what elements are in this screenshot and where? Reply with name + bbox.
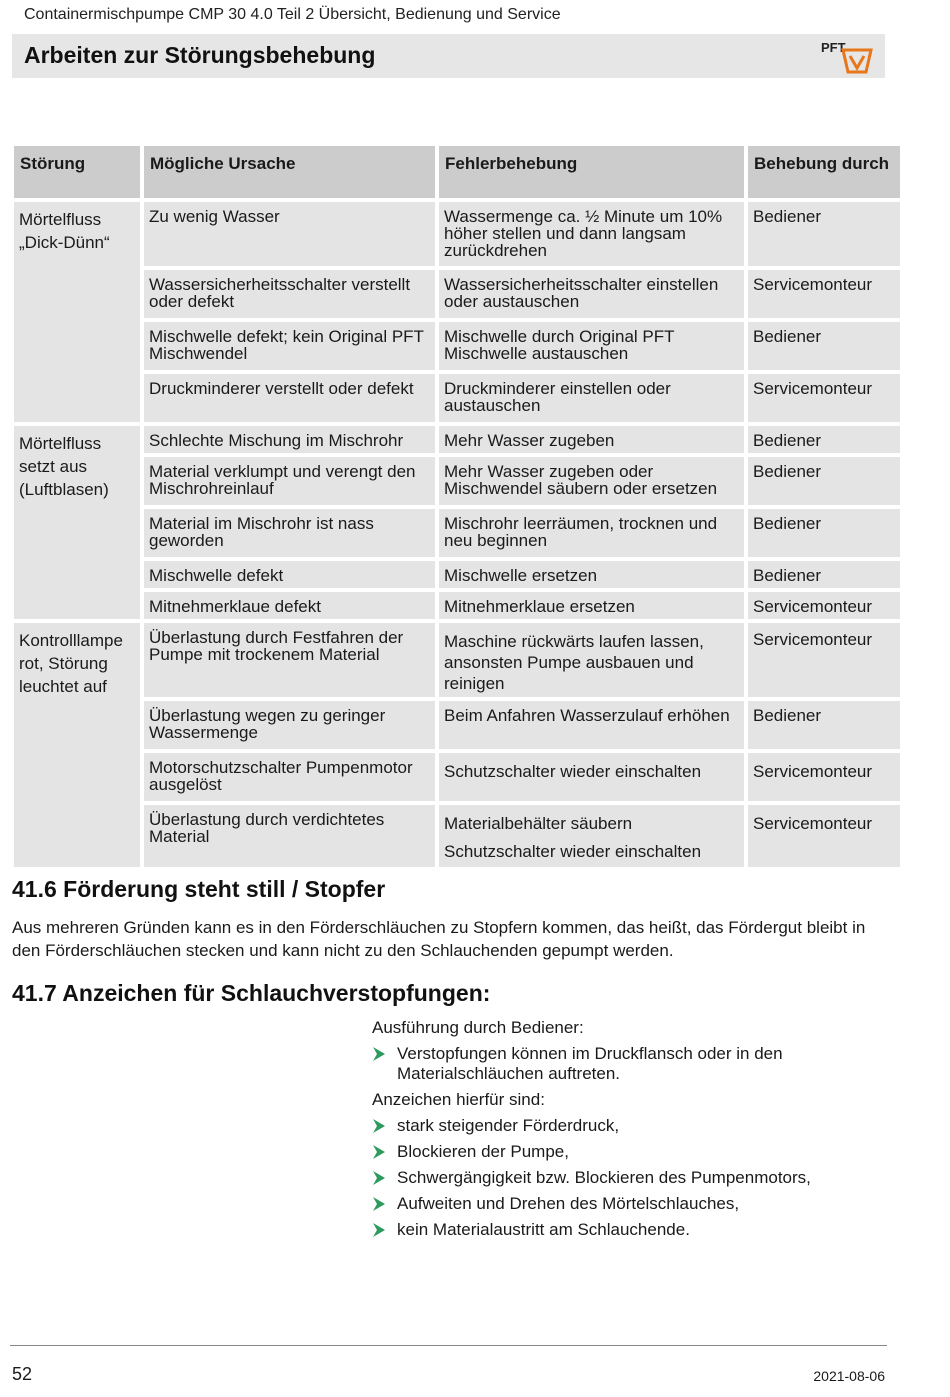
list-item-text: kein Materialaustritt am Schlauchende. <box>397 1220 690 1239</box>
by-cell: Servicemonteur <box>748 270 900 318</box>
table-header-row <box>14 146 900 198</box>
bullet-section <box>372 1018 872 1246</box>
fix-line-extra: Schutzschalter wieder einschalten <box>444 842 702 861</box>
by-cell: Servicemonteur <box>748 753 900 801</box>
table-row <box>14 701 900 749</box>
fix-cell: Mischwelle ersetzen <box>439 561 744 588</box>
arrow-bullet-icon <box>372 1118 386 1134</box>
table-row <box>14 623 900 697</box>
intro-text: Ausführung durch Bediener: <box>372 1018 584 1037</box>
by-cell: Servicemonteur <box>748 805 900 867</box>
list-item-text: Schwergängigkeit bzw. Blockieren des Pumpenmotors, <box>397 1168 811 1187</box>
cause-cell: Überlastung durch verdichtetes Material <box>144 805 435 867</box>
arrow-bullet-icon <box>372 1144 386 1160</box>
cause-cell: Zu wenig Wasser <box>144 202 435 266</box>
table-row <box>14 805 900 867</box>
page-number: 52 <box>12 1364 33 1384</box>
document-title: Containermischpumpe CMP 30 4.0 Teil 2 Übersicht, Bedienung und Service <box>24 6 561 23</box>
list-item <box>372 1044 872 1084</box>
by-cell: Bediener <box>748 426 900 453</box>
list-item <box>372 1116 872 1136</box>
paragraph-41-6: Aus mehreren Gründen kann es in den Förderschläuchen zu Stopfern kommen, das heißt, das Fördergut bleibt in den Förderschläuchen stecken und kann nicht zu den Schlauchenden gepumpt werden. <box>12 918 866 960</box>
cause-cell: Überlastung wegen zu geringer Wassermenge <box>144 701 435 749</box>
list-item <box>372 1194 872 1214</box>
symptom-cell: Kontrolllampe rot, Störung leuchtet auf <box>14 623 140 867</box>
arrow-bullet-icon <box>372 1222 386 1238</box>
signs-label: Anzeichen hierfür sind: <box>372 1090 545 1109</box>
cause-cell: Mitnehmerklaue defekt <box>144 592 435 619</box>
fix-cell: Mischrohr leerräumen, trocknen und neu beginnen <box>439 509 744 557</box>
logo-text: PFT <box>821 40 846 55</box>
cause-cell: Mischwelle defekt; kein Original PFT Mischwendel <box>144 322 435 370</box>
list-item-text: Aufweiten und Drehen des Mörtelschlauches, <box>397 1194 740 1213</box>
section-title-bar <box>12 34 885 78</box>
table-row <box>14 561 900 588</box>
list-item-text: stark steigender Förderdruck, <box>397 1116 620 1135</box>
fix-cell: Mischwelle durch Original PFT Mischwelle austauschen <box>439 322 744 370</box>
symptom-cell: Mörtelfluss setzt aus (Luftblasen) <box>14 426 140 619</box>
table-row <box>14 509 900 557</box>
table-row <box>14 202 900 266</box>
arrow-bullet-icon <box>372 1046 386 1062</box>
cause-cell: Motorschutzschalter Pumpenmotor ausgelöst <box>144 753 435 801</box>
by-cell: Bediener <box>748 561 900 588</box>
fix-cell: Maschine rückwärts laufen lassen, ansonsten Pumpe ausbauen und reinigen <box>439 623 744 697</box>
symptom-cell: Mörtelfluss „Dick-Dünn“ <box>14 202 140 422</box>
table-row <box>14 753 900 801</box>
by-cell: Bediener <box>748 202 900 266</box>
cause-cell: Material verklumpt und verengt den Mischrohreinlauf <box>144 457 435 505</box>
fix-cell: Beim Anfahren Wasserzulauf erhöhen <box>439 701 744 749</box>
arrow-bullet-icon <box>372 1196 386 1212</box>
fix-cell <box>439 805 744 867</box>
cause-cell: Wassersicherheitsschalter verstellt oder defekt <box>144 270 435 318</box>
pft-logo <box>819 38 875 76</box>
table-row <box>14 426 900 453</box>
by-cell: Servicemonteur <box>748 592 900 619</box>
footer-divider <box>10 1345 887 1346</box>
table-row <box>14 270 900 318</box>
table-row <box>14 457 900 505</box>
by-cell: Bediener <box>748 322 900 370</box>
by-cell: Servicemonteur <box>748 623 900 697</box>
table-row <box>14 322 900 370</box>
fix-cell: Wassermenge ca. ½ Minute um 10% höher stellen und dann langsam zurückdrehen <box>439 202 744 266</box>
list-item-text: Verstopfungen können im Druckflansch oder in den Materialschläuchen auftreten. <box>397 1044 783 1083</box>
fix-cell: Druckminderer einstellen oder austauschen <box>439 374 744 422</box>
list-item <box>372 1168 872 1188</box>
heading-41-7: 41.7 Anzeichen für Schlauchverstopfungen: <box>12 980 491 1006</box>
cause-cell: Überlastung durch Festfahren der Pumpe mit trockenem Material <box>144 623 435 697</box>
by-cell: Bediener <box>748 509 900 557</box>
by-cell: Servicemonteur <box>748 374 900 422</box>
list-item <box>372 1142 872 1162</box>
arrow-bullet-icon <box>372 1170 386 1186</box>
table-row <box>14 592 900 619</box>
heading-41-6: 41.6 Förderung steht still / Stopfer <box>12 876 386 902</box>
fix-cell: Mitnehmerklaue ersetzen <box>439 592 744 619</box>
fault-table <box>10 142 904 871</box>
list-item <box>372 1220 872 1240</box>
by-cell: Bediener <box>748 457 900 505</box>
list-item-text: Blockieren der Pumpe, <box>397 1142 569 1161</box>
fix-cell: Wassersicherheitsschalter einstellen oder austauschen <box>439 270 744 318</box>
cause-cell: Schlechte Mischung im Mischrohr <box>144 426 435 453</box>
cause-cell: Druckminderer verstellt oder defekt <box>144 374 435 422</box>
table-row <box>14 374 900 422</box>
fix-cell: Mehr Wasser zugeben oder Mischwendel säubern oder ersetzen <box>439 457 744 505</box>
fix-line: Materialbehälter säubern <box>444 814 633 833</box>
header-ursache: Mögliche Ursache <box>144 146 435 198</box>
footer-date: 2021-08-06 <box>813 1368 885 1384</box>
header-stoerung: Störung <box>14 146 140 198</box>
page-title: Arbeiten zur Störungsbehebung <box>24 42 376 68</box>
cause-cell: Mischwelle defekt <box>144 561 435 588</box>
by-cell: Bediener <box>748 701 900 749</box>
header-behebung-durch: Behebung durch <box>748 146 900 198</box>
header-fehlerbehebung: Fehlerbehebung <box>439 146 744 198</box>
fix-cell: Mehr Wasser zugeben <box>439 426 744 453</box>
cause-cell: Material im Mischrohr ist nass geworden <box>144 509 435 557</box>
fix-cell: Schutzschalter wieder einschalten <box>439 753 744 801</box>
